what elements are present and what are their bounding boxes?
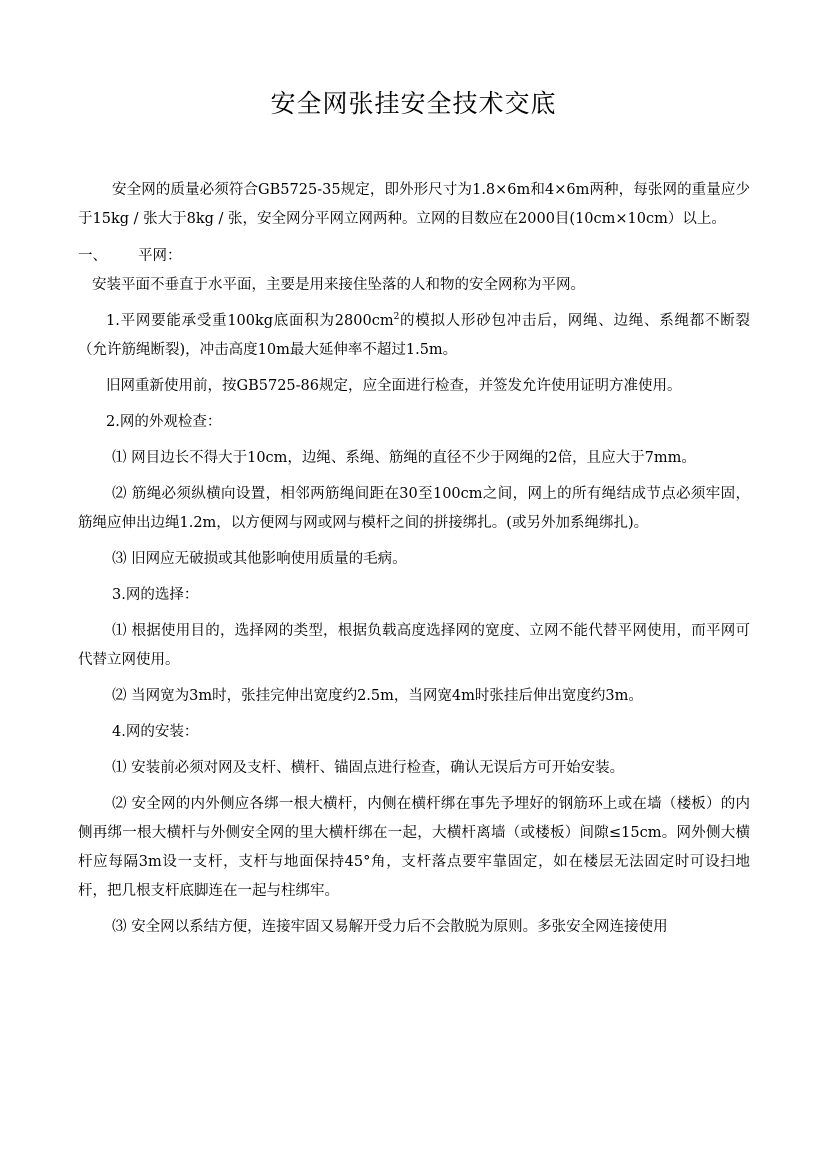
subsection-2-item: ⑴ 网目边长不得大于10cm，边绳、系绳、筋绳的直径不少于网绳的2倍，且应大于7mm。 (112, 450, 696, 466)
section-description: 安装平面不垂直于水平面，主要是用来接住坠落的人和物的安全网称为平网。 (92, 277, 585, 293)
subsection-2-item: ⑵ 筋绳必须纵横向设置，相邻两筋绳间距在30至100cm之间，网上的所有绳结成节点必须牢固，筋绳应伸出边绳1.2m，以方便网与网或网与模杆之间的拼接绑扎。(或另外加系绳绑扎)。 (78, 486, 750, 531)
subsection-4-item: ⑴ 安装前必须对网及支杆、横杆、锚固点进行检查，确认无误后方可开始安装。 (112, 760, 625, 776)
subsection-3-item: ⑴ 根据使用目的，选择网的类型，根据负载高度选择网的宽度、立网不能代替平网使用，而平网可代替立网使用。 (78, 623, 750, 668)
reuse-paragraph: 旧网重新使用前，按GB5725-86规定，应全面进行检查，并签发允许使用证明方准使用。 (106, 378, 682, 394)
item-1-paragraph (78, 307, 750, 365)
section-number: 一、 (78, 248, 107, 264)
item-1-text-a: 1.平网要能承受重100kg底面积为2800cm (106, 313, 394, 329)
subsection-2-title: 2.网的外观检查： (106, 414, 222, 430)
subsection-3-title: 3.网的选择： (112, 587, 199, 603)
section-heading (78, 234, 750, 271)
intro-paragraph: 安全网的质量必须符合GB5725-35规定，即外形尺寸为1.8×6m和4×6m两种，每张网的重量应少于15kg / 张大于8kg / 张，安全网分平网立网两种。立网的目数应在2000目(10cm×10cm）以上。 (78, 182, 750, 227)
item-1-text-b: 的模拟人形砂包冲击后，网绳、边绳、系绳都不断裂（允许筋绳断裂)，冲击高度10m最大延伸率不超过1.5m。 (78, 313, 751, 358)
subsection-2-item: ⑶ 旧网应无破损或其他影响使用质量的毛病。 (112, 551, 407, 567)
subsection-4-item: ⑵ 安全网的内外侧应各绑一根大横杆，内侧在横杆绑在事先予埋好的钢筋环上或在墙（楼板）的内侧再绑一根大横杆与外侧安全网的里大横杆绑在一起，大横杆离墙（或楼板）间隙≤15cm。网外侧大横杆应每隔3m设一支杆，支杆与地面保持45°角，支杆落点要牢靠固定，如在楼层无法固定时可设扫地杆，把几根支杆底脚连在一起与柱绑牢。 (78, 796, 750, 899)
subsection-3-item: ⑵ 当网宽为3m时，张挂完伸出宽度约2.5m，当网宽4m时张挂后伸出宽度约3m。 (112, 688, 643, 704)
document-body (78, 176, 750, 942)
subsection-4-title: 4.网的安装： (112, 724, 199, 740)
section-title: 平网： (138, 248, 182, 264)
subsection-4-item: ⑶ 安全网以系结方便，连接牢固又易解开受力后不会散脱为原则。多张安全网连接使用 (112, 919, 668, 935)
document-title: 安全网张挂安全技术交底 (270, 89, 557, 118)
item-1-superscript: 2 (393, 312, 400, 323)
